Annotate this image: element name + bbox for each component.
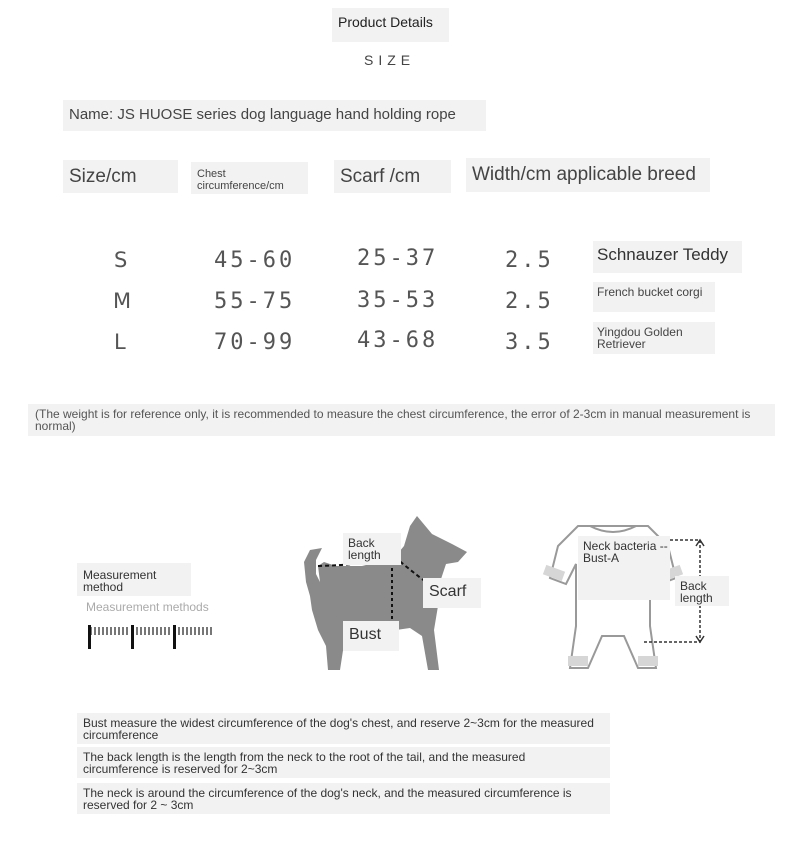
reference-note xyxy=(28,404,775,436)
reference-note-text: (The weight is for reference only, it is recommended to measure the chest circumference, the error of 2-3cm in manual measurement is normal) xyxy=(35,407,751,433)
row-breed-text: French bucket corgi xyxy=(597,285,703,299)
header-width xyxy=(466,158,710,192)
bust-label-text: Bust xyxy=(349,626,382,643)
row-scarf: 43-68 xyxy=(357,328,439,353)
row-chest: 70-99 xyxy=(214,330,296,355)
scarf-label xyxy=(423,578,481,608)
row-breed-text: Yingdou Golden Retriever xyxy=(597,325,683,351)
title-text: Product Details xyxy=(338,14,433,30)
row-breed xyxy=(593,322,715,354)
row-chest: 45-60 xyxy=(214,248,296,273)
row-width: 3.5 xyxy=(505,330,554,355)
bust-label xyxy=(343,621,399,651)
size-heading: SIZE xyxy=(364,52,416,68)
row-breed xyxy=(593,241,742,273)
product-details-title xyxy=(332,8,449,42)
tape-measure-icon xyxy=(86,622,216,652)
row-breed xyxy=(593,282,715,312)
header-size xyxy=(63,160,178,193)
clothing-back-length-label xyxy=(675,576,729,606)
clothing-back-length-text: Back length xyxy=(680,579,713,605)
row-scarf: 35-53 xyxy=(357,288,439,313)
neck-bust-text: Neck bacteria --Bust-A xyxy=(583,539,668,565)
back-length-description-text: The back length is the length from the neck to the root of the tail, and the measured circumference is reserved for 2~3cm xyxy=(83,750,526,776)
measurement-method-label xyxy=(77,563,191,596)
measurement-methods-caption: Measurement methods xyxy=(86,600,209,614)
row-width: 2.5 xyxy=(505,289,554,314)
row-size: M xyxy=(113,289,132,313)
row-chest: 55-75 xyxy=(214,289,296,314)
row-size: L xyxy=(114,330,126,354)
header-scarf-text: Scarf /cm xyxy=(340,166,421,187)
header-width-text: Width/cm applicable breed xyxy=(472,164,696,185)
neck-bust-label xyxy=(578,536,670,600)
row-scarf: 25-37 xyxy=(357,246,439,271)
back-length-description xyxy=(77,747,610,778)
header-scarf xyxy=(334,160,451,193)
header-chest xyxy=(191,162,308,194)
bust-description-text: Bust measure the widest circumference of the dog's chest, and reserve 2~3cm for the measured circumference xyxy=(83,716,594,742)
measurement-method-text: Measurement method xyxy=(83,568,157,594)
back-length-label xyxy=(343,533,401,565)
header-chest-text: Chest circumference/cm xyxy=(197,168,284,192)
back-length-text: Back length xyxy=(348,536,381,562)
bust-description xyxy=(77,713,610,744)
header-size-text: Size/cm xyxy=(69,166,137,187)
product-name-text: Name: JS HUOSE series dog language hand holding rope xyxy=(69,106,456,123)
row-width: 2.5 xyxy=(505,248,554,273)
scarf-label-text: Scarf xyxy=(429,583,467,600)
neck-description-text: The neck is around the circumference of the dog's neck, and the measured circumference is reserved for 2 ~ 3cm xyxy=(83,786,572,812)
row-size: S xyxy=(114,248,128,272)
product-name xyxy=(63,100,486,131)
neck-description xyxy=(77,783,610,814)
row-breed-text: Schnauzer Teddy xyxy=(597,245,729,264)
